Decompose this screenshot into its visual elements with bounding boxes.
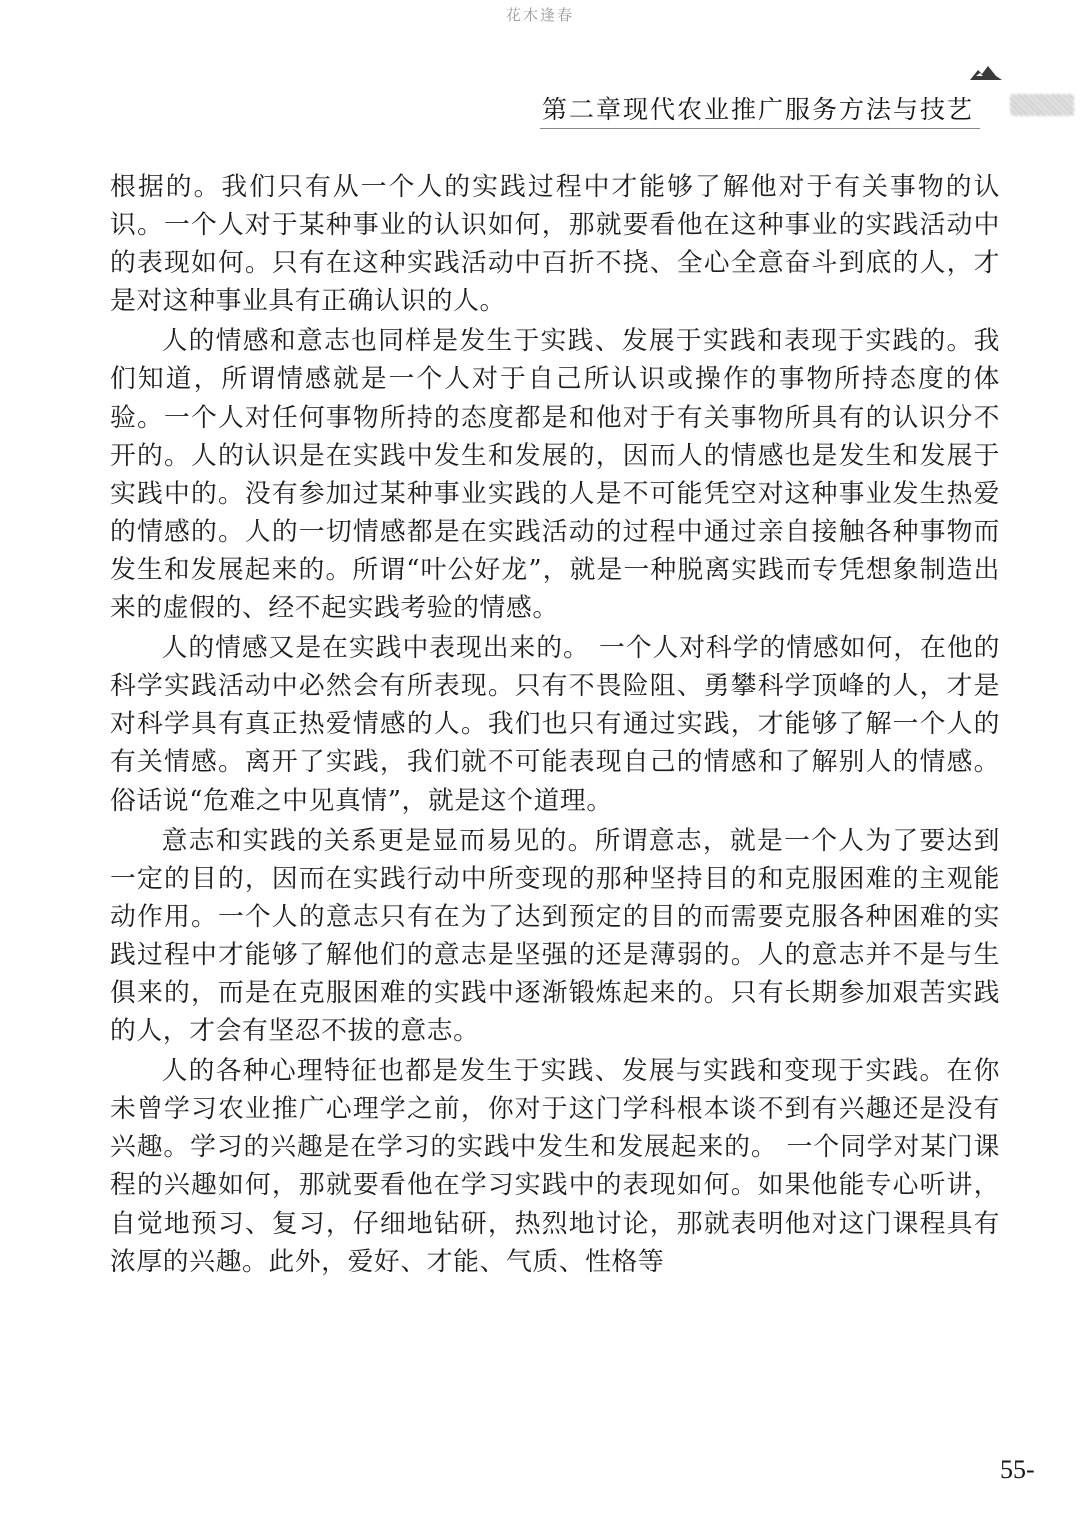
paragraph: 根据的。我们只有从一个人的实践过程中才能够了解他对于有关事物的认识。一个人对于某种事业的认识如何，那就要看他在这种事业的实践活动中的表现如何。只有在这种实践活动中百折不挠、全心全意奋斗到底的人，才是对这种事业具有正确认识的人。 — [110, 172, 1000, 317]
paragraph: 人的各种心理特征也都是发生于实践、发展与实践和变现于实践。在你未曾学习农业推广心理学之前，你对于这门学科根本谈不到有兴趣还是没有兴趣。学习的兴趣是在学习的实践中发生和发展起来的。 一个同学对某门课程的兴趣如何，那就要看他在学习实践中的表现如何。如果他能专心听讲，自觉地预习、复习，仔细地钻研，热烈地讨论，那就表明他对这门课程具有浓厚的兴趣。此外，爱好、才能、气质、性格等 — [110, 1056, 1000, 1277]
paragraph: 意志和实践的关系更是显而易见的。所谓意志，就是一个人为了要达到一定的目的，因而在实践行动中所变现的那种坚持目的和克服困难的主观能动作用。一个人的意志只有在为了达到预定的目的而需要克服各种困难的实践过程中才能够了解他们的意志是坚强的还是薄弱的。人的意志并不是与生俱来的，而是在克服困难的实践中逐渐锻炼起来的。只有长期参加艰苦实践的人，才会有坚忍不拔的意志。 — [110, 825, 1000, 1047]
page-number: 55- — [1000, 1455, 1035, 1484]
blurred-mark — [1010, 94, 1074, 116]
paragraph: 人的情感和意志也同样是发生于实践、发展于实践和表现于实践的。我们知道，所谓情感就是一个人对于自己所认识或操作的事物所持态度的体验。一个人对任何事物所持的态度都是和他对于有关事物所具有的认识分不开的。人的认识是在实践中发生和发展的，因而人的情感也是发生和发展于实践中的。没有参加过某种事业实践的人是不可能凭空对这种事业发生热爱的情感的。人的一切情感都是在实践活动的过程中通过亲自接触各种事物而发生和发展起来的。所谓“叶公好龙”，就是一种脱离实践而专凭想象制造出来的虚假的、经不起实践考验的情感。 — [110, 326, 1000, 624]
header-divider — [540, 128, 980, 129]
watermark: 花木逢春 — [505, 6, 574, 24]
paragraph: 人的情感又是在实践中表现出来的。 一个人对科学的情感如何，在他的科学实践活动中必然会有所表现。只有不畏险阻、勇攀科学顶峰的人，才是对科学具有真正热爱情感的人。我们也只有通过实践，才能够了解一个人的有关情感。离开了实践，我们就不可能表现自己的情感和了解别人的情感。俗话说“危难之中见真情”，就是这个道理。 — [110, 633, 1000, 816]
running-head: 第二章现代农业推广服务方法与技艺 — [542, 95, 975, 124]
mountain-ornament-icon — [968, 62, 1004, 84]
body-text — [110, 168, 1000, 1281]
